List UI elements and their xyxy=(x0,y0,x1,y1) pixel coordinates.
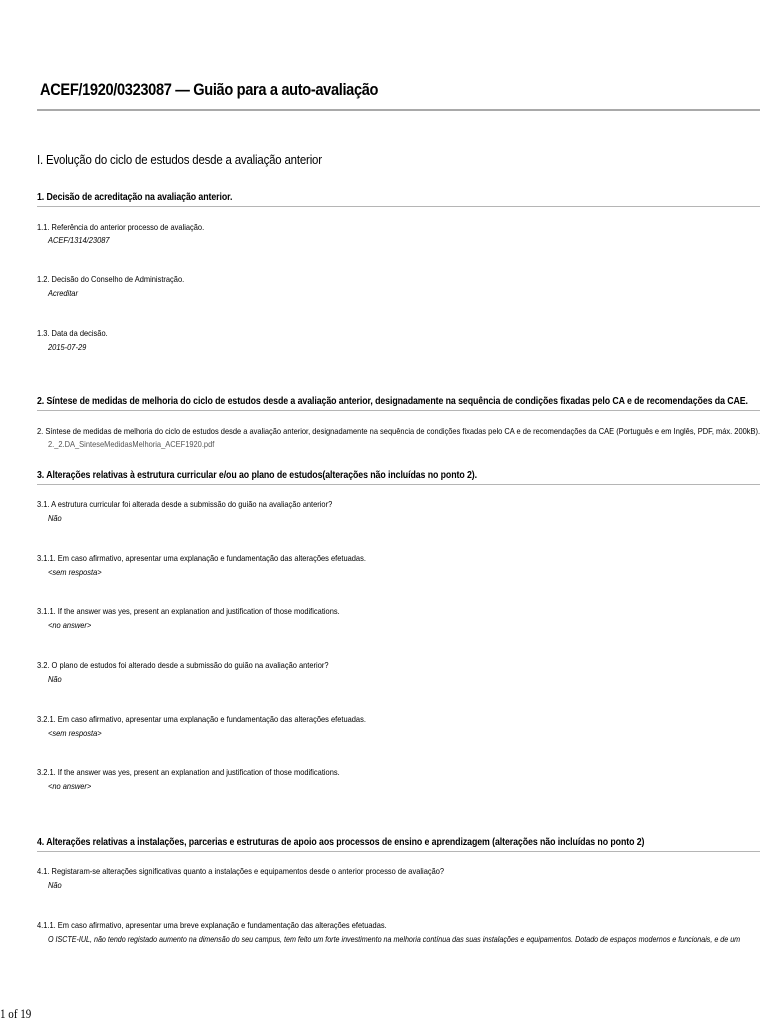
question-3-2-1-pt: 3.2.1. Em caso afirmativo, apresentar uma explanação e fundamentação das alterações efetuadas. xyxy=(37,714,366,724)
heading-3-divider xyxy=(37,484,760,485)
heading-2-divider xyxy=(37,410,760,411)
answer-3-2: Não xyxy=(48,674,62,684)
heading-1: 1. Decisão de acreditação na avaliação anterior. xyxy=(37,192,233,203)
question-3-2-1-en: 3.2.1. If the answer was yes, present an explanation and justification of those modifications. xyxy=(37,767,340,777)
answer-3-1-1-pt: <sem resposta> xyxy=(48,567,102,577)
section-title: I. Evolução do ciclo de estudos desde a avaliação anterior xyxy=(37,152,322,167)
heading-4: 4. Alterações relativas a instalações, parcerias e estruturas de apoio aos processos de ensino e aprendizagem (alterações não incluídas no ponto 2) xyxy=(37,837,645,848)
title-divider xyxy=(37,109,760,111)
answer-4-1: Não xyxy=(48,880,62,890)
question-1-2: 1.2. Decisão do Conselho de Administração. xyxy=(37,274,185,284)
answer-3-2-1-en: <no answer> xyxy=(48,781,92,791)
page-number: 1 of 19 xyxy=(0,1006,32,1021)
heading-3: 3. Alterações relativas à estrutura curricular e/ou ao plano de estudos(alterações não incluídas no ponto 2). xyxy=(37,470,477,481)
document-title: ACEF/1920/0323087 — Guião para a auto-avaliação xyxy=(40,80,379,99)
question-4-1: 4.1. Registaram-se alterações significativas quanto a instalações e equipamentos desde o anterior processo de avaliação? xyxy=(37,866,445,876)
question-3-1: 3.1. A estrutura curricular foi alterada desde a submissão do guião na avaliação anterior? xyxy=(37,499,333,509)
heading-2: 2. Síntese de medidas de melhoria do ciclo de estudos desde a avaliação anterior, designadamente na sequência de condições fixadas pelo CA e de recomendações da CAE. xyxy=(37,396,748,407)
answer-1-1: ACEF/1314/23087 xyxy=(48,235,110,245)
question-1-3: 1.3. Data da decisão. xyxy=(37,328,108,338)
question-3-1-1-pt: 3.1.1. Em caso afirmativo, apresentar uma explanação e fundamentação das alterações efetuadas. xyxy=(37,553,366,563)
question-3-2: 3.2. O plano de estudos foi alterado desde a submissão do guião na avaliação anterior? xyxy=(37,660,329,670)
question-1-1: 1.1. Referência do anterior processo de avaliação. xyxy=(37,222,205,232)
answer-1-2: Acreditar xyxy=(48,288,78,298)
answer-4-1-1: O ISCTE-IUL, não tendo registado aumento na dimensão do seu campus, tem feito um forte investimento na melhoria contínua das suas instalações e equipamentos. Dotado de espaços modernos e funcionais, e de um xyxy=(48,934,741,944)
question-4-1-1: 4.1.1. Em caso afirmativo, apresentar uma breve explanação e fundamentação das alterações efetuadas. xyxy=(37,920,387,930)
heading-4-divider xyxy=(37,851,760,852)
answer-3-1: Não xyxy=(48,513,62,523)
answer-1-3: 2015-07-29 xyxy=(48,342,87,352)
answer-3-1-1-en: <no answer> xyxy=(48,620,92,630)
question-3-1-1-en: 3.1.1. If the answer was yes, present an explanation and justification of those modifications. xyxy=(37,606,340,616)
heading-1-divider xyxy=(37,206,760,207)
attachment-link[interactable]: 2._2.DA_SinteseMedidasMelhoria_ACEF1920.pdf xyxy=(48,439,215,449)
question-2: 2. Síntese de medidas de melhoria do ciclo de estudos desde a avaliação anterior, designadamente na sequência de condições fixadas pelo CA e de recomendações da CAE (Português e em Inglês, PDF, máx. 200kB). xyxy=(37,426,761,436)
answer-3-2-1-pt: <sem resposta> xyxy=(48,728,102,738)
